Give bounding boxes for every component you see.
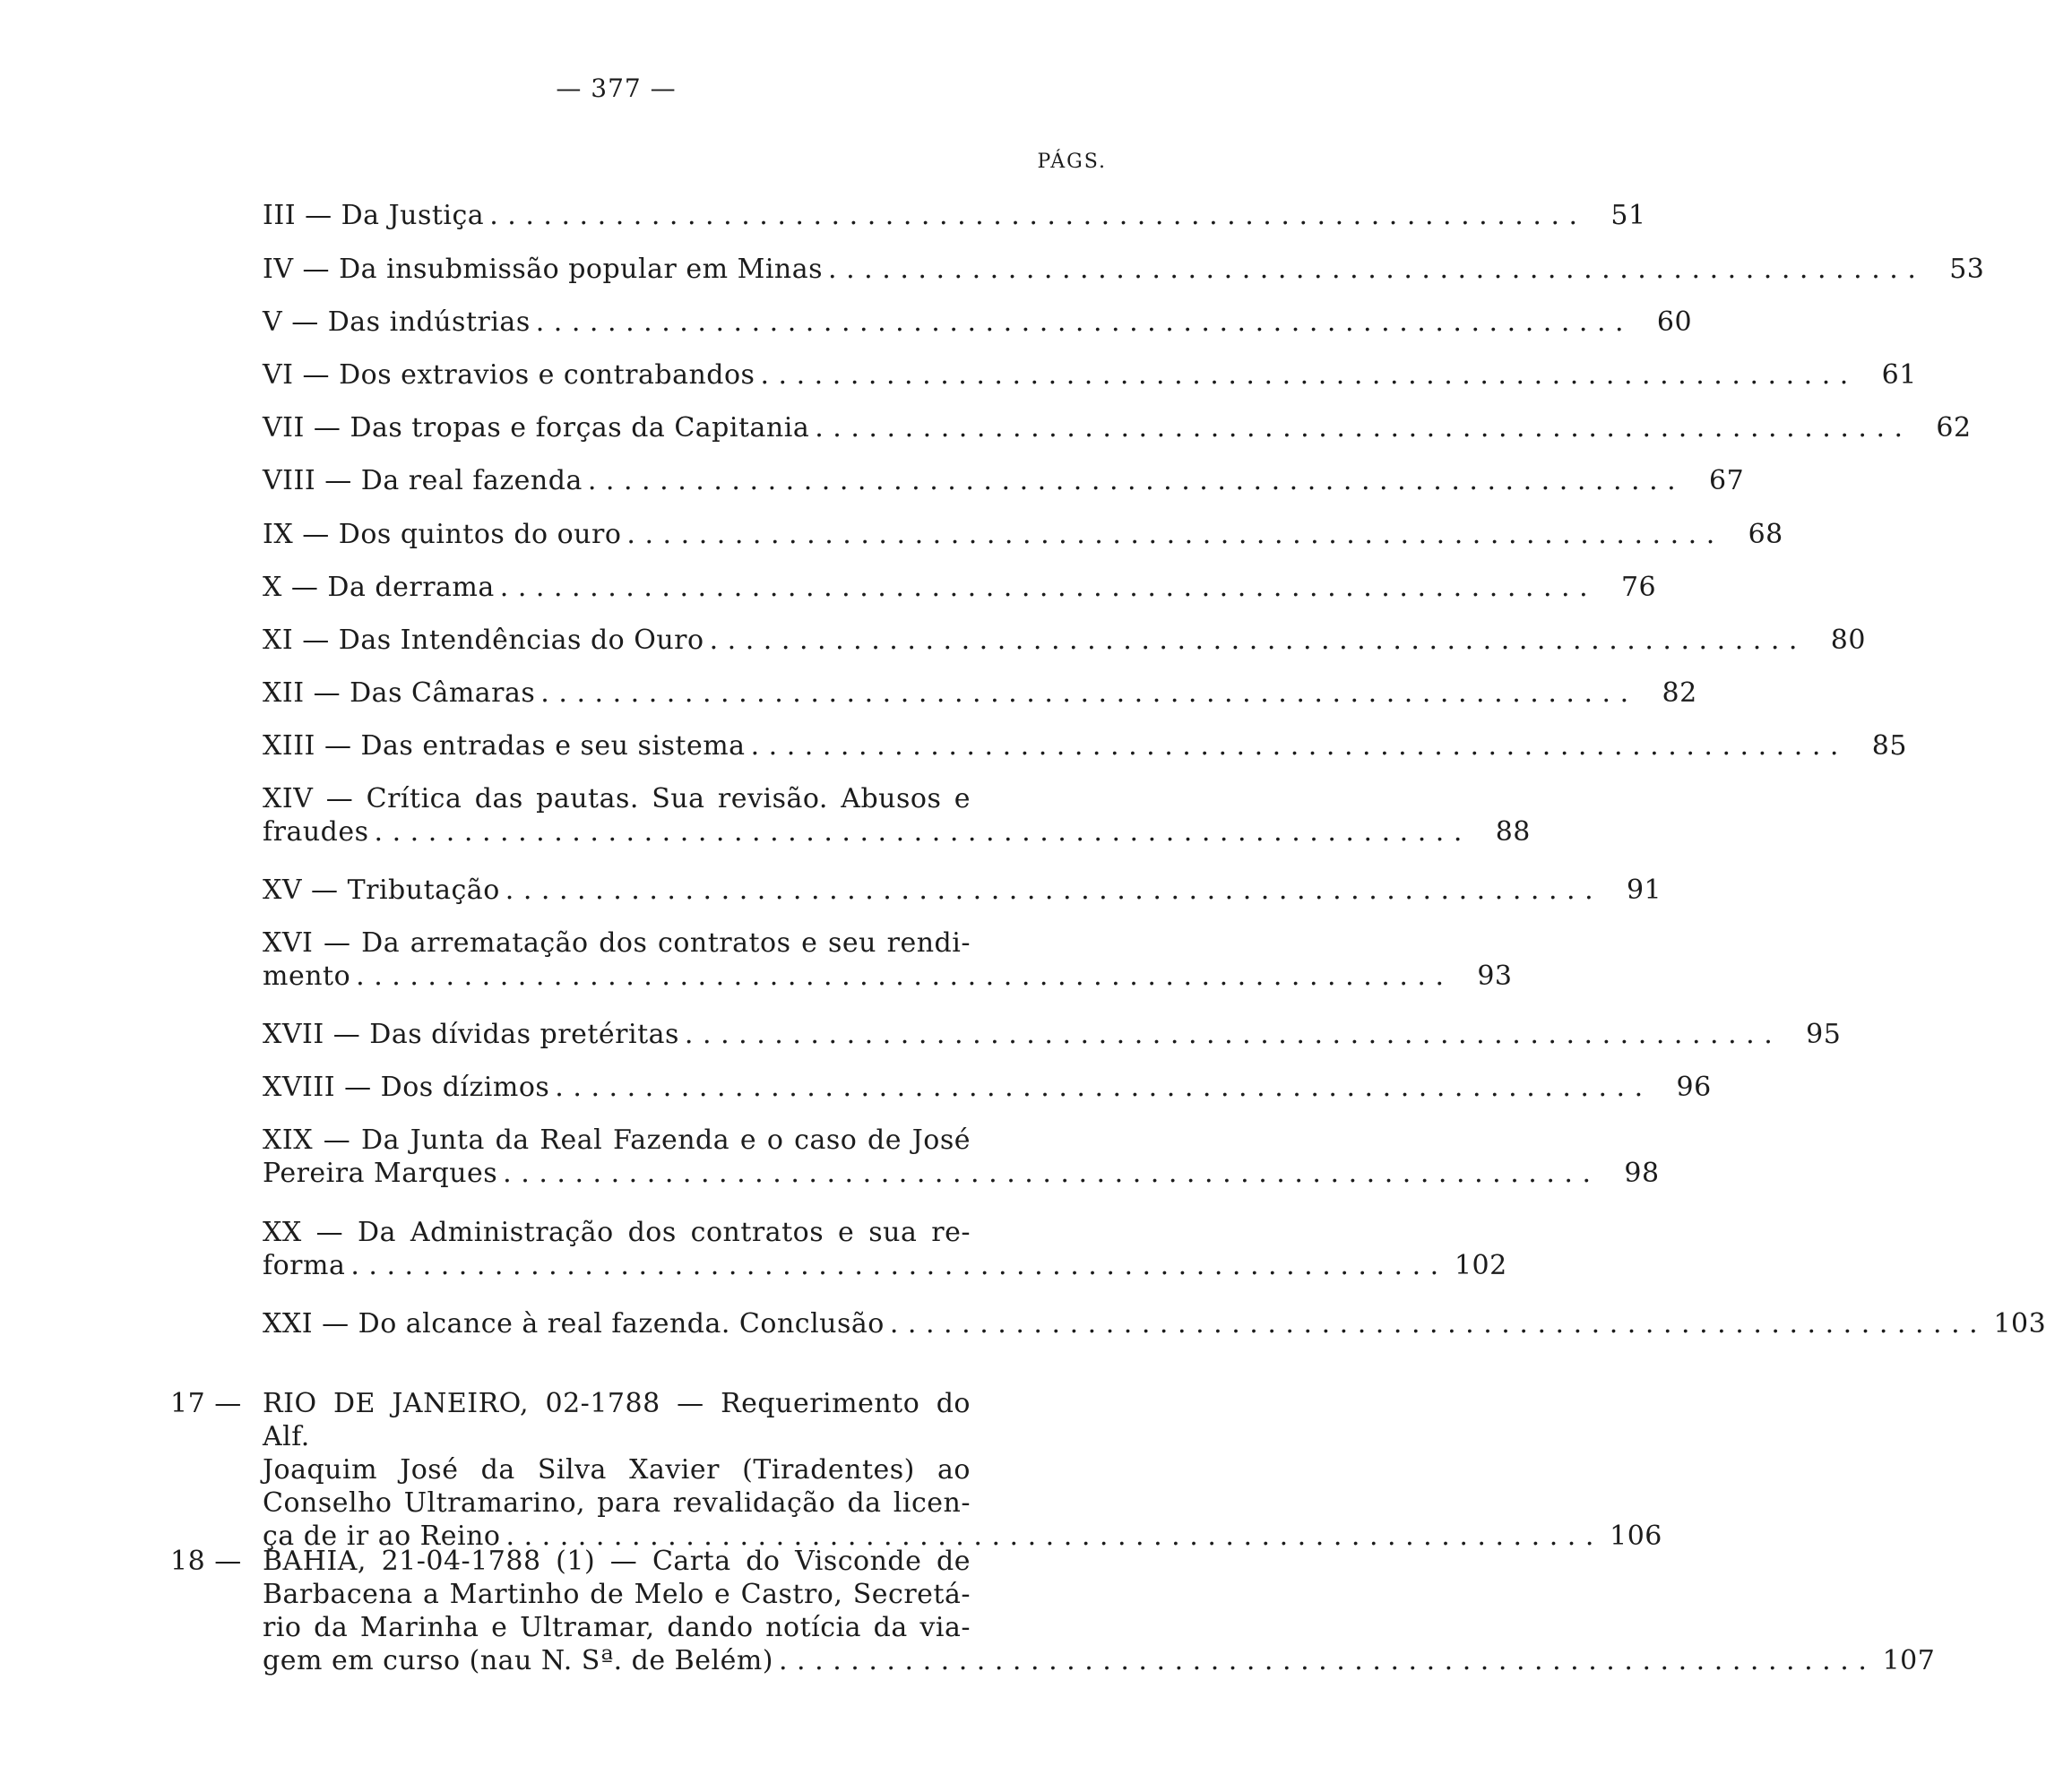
entry-title: XII — Das Câmaras	[263, 677, 536, 709]
page-ref: 82	[1662, 677, 1697, 709]
toc-entry	[263, 199, 1646, 232]
entry-last-line	[263, 960, 1513, 993]
page-number: — 377 —	[556, 73, 677, 103]
dot-leader	[828, 253, 1916, 286]
page-ref: 80	[1830, 625, 1866, 656]
entry-last-line	[263, 306, 1693, 339]
page-ref: 96	[1676, 1072, 1712, 1103]
entry-title: VIII — Da real fazenda	[263, 465, 583, 496]
entry-title: XI — Das Intendências do Ouro	[263, 625, 704, 656]
dot-leader	[815, 411, 1903, 444]
toc-entry	[263, 676, 1697, 710]
entry-last-line	[263, 571, 1657, 604]
toc-entry	[263, 571, 1657, 604]
page-ref: 68	[1748, 519, 1783, 550]
page-ref: 93	[1477, 961, 1513, 992]
page-ref: 107	[1882, 1645, 1936, 1676]
entry-line: XVI — Da arrematação dos contratos e seu rendi-	[263, 927, 971, 959]
entry-title: IV — Da insubmissão popular em Minas	[263, 254, 824, 285]
page-ref: 53	[1949, 254, 1985, 285]
entry-line: RIO DE JANEIRO, 02-1788 — Requerimento do Alf.	[263, 1388, 971, 1452]
entry-title: XVIII — Dos dízimos	[263, 1072, 550, 1103]
entry-last-line	[263, 729, 1907, 762]
entry-line: Barbacena a Martinho de Melo e Castro, Secretá-	[263, 1579, 971, 1610]
toc-entry	[263, 1124, 1660, 1190]
toc-entry	[263, 411, 1972, 444]
entry-last-line	[263, 464, 1745, 497]
entry-line: Conselho Ultramarino, para revalidação da licen-	[263, 1487, 971, 1519]
toc-entry	[263, 1071, 1712, 1104]
page-ref: 60	[1656, 306, 1693, 338]
entry-line: XIX — Da Junta da Real Fazenda e o caso de José	[263, 1124, 971, 1156]
pages-column-label: PÁGS.	[1037, 151, 1107, 173]
entry-title: mento	[263, 961, 351, 992]
entry-title: Pereira Marques	[263, 1158, 498, 1189]
toc-entry	[263, 1216, 1507, 1282]
entry-title: VII — Das tropas e forças da Capitania	[263, 412, 810, 444]
entry-title: forma	[263, 1250, 346, 1281]
entry-title: XXI — Do alcance à real fazenda. Conclusão	[263, 1308, 885, 1340]
entry-last-line	[263, 1071, 1712, 1104]
document-number: 18 —	[170, 1546, 242, 1577]
dot-leader	[489, 199, 1577, 232]
entry-last-line	[263, 874, 1662, 907]
toc-entry	[263, 926, 1513, 993]
toc-entry	[263, 306, 1693, 339]
entry-line: Joaquim José da Silva Xavier (Tiradentes) ao	[263, 1454, 971, 1486]
dot-leader	[503, 1157, 1591, 1190]
entry-last-line	[263, 1157, 1660, 1190]
page-ref: 88	[1495, 816, 1531, 848]
entry-title: IX — Dos quintos do ouro	[263, 519, 622, 550]
page-ref: 51	[1610, 200, 1646, 231]
entry-last-line	[263, 199, 1646, 232]
dot-leader	[779, 1644, 1867, 1677]
toc-entry	[263, 729, 1907, 762]
entry-title: XIII — Das entradas e seu sistema	[263, 730, 746, 762]
dot-leader	[555, 1071, 1643, 1104]
entry-last-line	[263, 253, 1985, 286]
dot-leader	[588, 464, 1676, 497]
toc-entry	[263, 253, 1985, 286]
entry-last-line	[263, 358, 1917, 392]
dot-leader	[890, 1307, 1978, 1340]
page-ref: 103	[1993, 1308, 2046, 1340]
entry-last-line	[263, 411, 1972, 444]
dot-leader	[710, 624, 1798, 657]
dot-leader	[540, 676, 1628, 710]
document-entry	[170, 1545, 1936, 1677]
document-number: 17 —	[170, 1388, 242, 1419]
page-ref: 67	[1709, 465, 1745, 496]
page-ref: 95	[1806, 1019, 1842, 1050]
page-ref: 91	[1626, 874, 1662, 906]
toc-entry	[263, 1307, 2046, 1340]
entry-line: XX — Da Administração dos contratos e sua re-	[263, 1217, 971, 1248]
entry-title: gem em curso (nau N. Sª. de Belém)	[263, 1645, 773, 1676]
toc-entry	[263, 1018, 1842, 1051]
entry-title: V — Das indústrias	[263, 306, 531, 338]
toc-entry	[263, 782, 1531, 849]
page-ref: 98	[1624, 1158, 1660, 1189]
dot-leader	[626, 518, 1714, 551]
dot-leader	[356, 960, 1444, 993]
entry-last-line	[263, 1249, 1507, 1282]
page-ref: 85	[1871, 730, 1907, 762]
page-ref: 106	[1610, 1521, 1662, 1552]
page-ref: 62	[1936, 412, 1972, 444]
entry-last-line	[263, 518, 1783, 551]
toc-entry	[263, 874, 1662, 907]
entry-last-line	[263, 624, 1866, 657]
entry-title: III — Da Justiça	[263, 200, 485, 231]
entry-last-line	[263, 1018, 1842, 1051]
entry-line: rio da Marinha e Ultramar, dando notícia da via-	[263, 1612, 971, 1643]
entry-title: XVII — Das dívidas pretéritas	[263, 1019, 679, 1050]
entry-last-line	[263, 815, 1531, 849]
entry-title: ça de ir ao Reino	[263, 1521, 501, 1552]
page-ref: 76	[1620, 572, 1657, 603]
entry-last-line	[263, 1644, 1935, 1677]
toc-entry	[263, 624, 1866, 657]
dot-leader	[350, 1249, 1438, 1282]
entry-line: XIV — Crítica das pautas. Sua revisão. Abusos e	[263, 783, 971, 814]
entry-title: XV — Tributação	[263, 874, 500, 906]
page-ref: 102	[1454, 1250, 1507, 1281]
document-entry	[170, 1387, 1662, 1553]
dot-leader	[751, 729, 1839, 762]
dot-leader	[536, 306, 1624, 339]
entry-last-line	[263, 1307, 2046, 1340]
toc-entry	[263, 358, 1917, 392]
entry-line: BAHIA, 21-04-1788 (1) — Carta do Visconde de	[263, 1546, 971, 1577]
entry-title: X — Da derrama	[263, 572, 495, 603]
entry-title: VI — Dos extravios e contrabandos	[263, 359, 755, 391]
dot-leader	[685, 1018, 1773, 1051]
dot-leader	[375, 815, 1463, 849]
dot-leader	[505, 874, 1593, 907]
toc-entry	[263, 518, 1783, 551]
page-ref: 61	[1881, 359, 1917, 391]
toc-entry	[263, 464, 1745, 497]
entry-last-line	[263, 676, 1697, 710]
dot-leader	[500, 571, 1588, 604]
dot-leader	[760, 358, 1848, 392]
entry-title: fraudes	[263, 816, 369, 848]
